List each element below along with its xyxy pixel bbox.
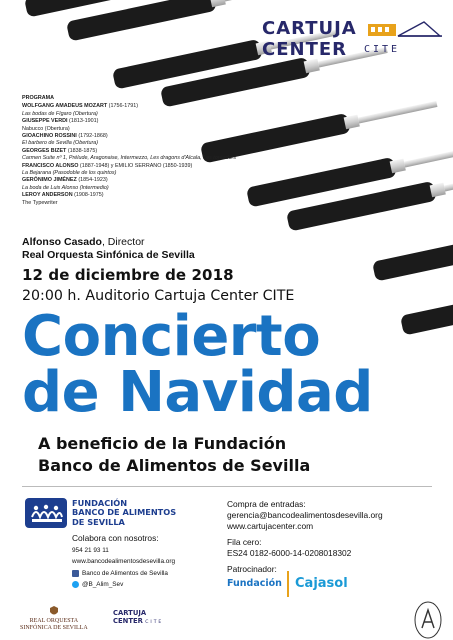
composer-dates: (1887-1948) y EMILIO SERRANO (1850-1939)	[79, 162, 193, 169]
foundation-name-1: FUNDACIÓN	[72, 498, 128, 508]
twitter-handle: @B_Alim_Sev	[82, 581, 124, 588]
composer-name: GIUSEPPE VERDI	[22, 118, 68, 125]
cajasol-logo	[227, 571, 357, 597]
program-entry	[22, 148, 252, 163]
program-entry	[22, 133, 252, 148]
work-title: The Typewriter	[22, 199, 58, 206]
logo-line-2: CENTER	[262, 39, 348, 60]
sponsor-label: Patrocinador:	[227, 564, 277, 574]
crest-icon	[48, 605, 60, 617]
program-entry	[22, 192, 252, 207]
building-icon	[364, 16, 444, 42]
work-title: Nabucco (Obertura)	[22, 125, 70, 132]
title-line-2: de Navidad	[22, 360, 373, 425]
director-name: Alfonso Casado	[22, 236, 102, 248]
foundation-name-2: BANCO DE ALIMENTOS	[72, 507, 177, 518]
facebook-icon	[72, 570, 79, 577]
director-role: , Director	[101, 236, 145, 248]
concert-date: 12 de diciembre de 2018	[22, 266, 234, 284]
composer-name: GEORGES BIZET	[22, 147, 67, 154]
rosev-line-1: REAL ORQUESTA	[29, 618, 79, 624]
composer-dates: (1756-1791)	[108, 103, 139, 110]
cajasol-divider	[287, 571, 289, 597]
cajasol-fundacion: Fundación	[227, 578, 282, 589]
work-title: La Bejarana (Pasodoble de los quintos)	[22, 170, 117, 177]
phone: 954 21 93 11	[72, 546, 109, 554]
foundation-website[interactable]: www.bancodealimentosdesevilla.org	[72, 558, 176, 565]
work-title: El barbero de Sevilla (Obertura)	[22, 140, 99, 147]
benefit-line-2: Banco de Alimentos de Sevilla	[38, 456, 311, 475]
program-entry	[22, 177, 252, 192]
twitter-row[interactable]	[72, 579, 175, 591]
work-title: Las bodas de Fígaro (Obertura)	[22, 110, 98, 117]
composer-name: GERÓNIMO JIMÉNEZ	[22, 177, 77, 184]
orchestra-name: Real Orquesta Sinfónica de Sevilla	[22, 249, 195, 261]
logo-sub: CITE	[364, 44, 401, 55]
food-bank-logo-icon	[24, 497, 68, 529]
cartuja-center-small-logo	[113, 610, 163, 626]
director-block	[22, 236, 195, 262]
work-title: Carmen Suite nº 1, Prélude, Aragonaise, Intermezzo, Les dragons d'Alcala, Les toréadors	[22, 155, 237, 162]
foundation-name-3: DE SEVILLA	[72, 516, 125, 527]
program-list	[22, 95, 252, 207]
tickets-email[interactable]: gerencia@bancodealimentosdesevilla.org	[227, 510, 383, 520]
program-entry	[22, 103, 252, 118]
logo-line-1: CARTUJA	[262, 18, 357, 39]
twitter-icon	[72, 581, 79, 588]
tickets-website[interactable]: www.cartujacenter.com	[227, 521, 314, 531]
benefit-text	[38, 433, 310, 477]
composer-dates: (1908-1975)	[74, 192, 104, 199]
tickets-label: Compra de entradas:	[227, 499, 306, 509]
fila-cero-label: Fila cero:	[227, 537, 262, 547]
work-title: La boda de Luis Alonso (Intermedio)	[22, 184, 109, 191]
rosev-line-2: SINFÓNICA DE SEVILLA	[20, 625, 88, 631]
composer-name: GIOACHINO ROSSINI	[22, 133, 77, 140]
program-heading: PROGRAMA	[22, 95, 55, 101]
composer-name: WOLFGANG AMADEUS MOZART	[22, 103, 108, 110]
composer-dates: (1792-1868)	[78, 133, 108, 140]
cc-small-line-1: CARTUJA	[113, 609, 147, 617]
divider	[22, 486, 432, 487]
collaborate-label: Colabora con nosotros:	[72, 533, 159, 543]
composer-dates: (1854-1923)	[78, 177, 108, 184]
knife-handle	[372, 231, 453, 282]
composer-name: LEROY ANDERSON	[22, 192, 73, 199]
foundation-name	[72, 499, 176, 527]
facebook-row[interactable]	[72, 568, 175, 580]
facebook-handle: Banco de Alimentos de Sevilla	[82, 569, 168, 577]
bottom-logos	[0, 600, 453, 640]
program-entry	[22, 163, 252, 178]
benefit-line-1: A beneficio de la Fundación	[38, 434, 287, 453]
composer-dates: (1838-1875)	[67, 147, 98, 154]
title-line-1: Concierto	[22, 304, 321, 369]
program-items	[22, 103, 252, 207]
cartuja-center-logo	[258, 14, 448, 62]
composer-name: FRANCISCO ALONSO	[22, 162, 79, 169]
concert-time-venue: 20:00 h. Auditorio Cartuja Center CITE	[22, 288, 295, 304]
fila-cero-account: ES24 0182-6000-14-0208018302	[227, 548, 352, 558]
tickets-block	[227, 499, 447, 575]
cc-small-line-2: CENTER	[113, 616, 143, 625]
knife-handle	[66, 0, 217, 42]
cajasol-brand: Cajasol	[295, 576, 348, 591]
rosev-logo	[20, 605, 88, 632]
program-entry	[22, 118, 252, 133]
cc-small-sub: CITE	[145, 619, 164, 625]
monogram-seal-icon	[413, 600, 443, 640]
knife-handle	[400, 285, 453, 336]
composer-dates: (1813-1901)	[69, 118, 99, 125]
collaborate-block	[72, 533, 175, 591]
